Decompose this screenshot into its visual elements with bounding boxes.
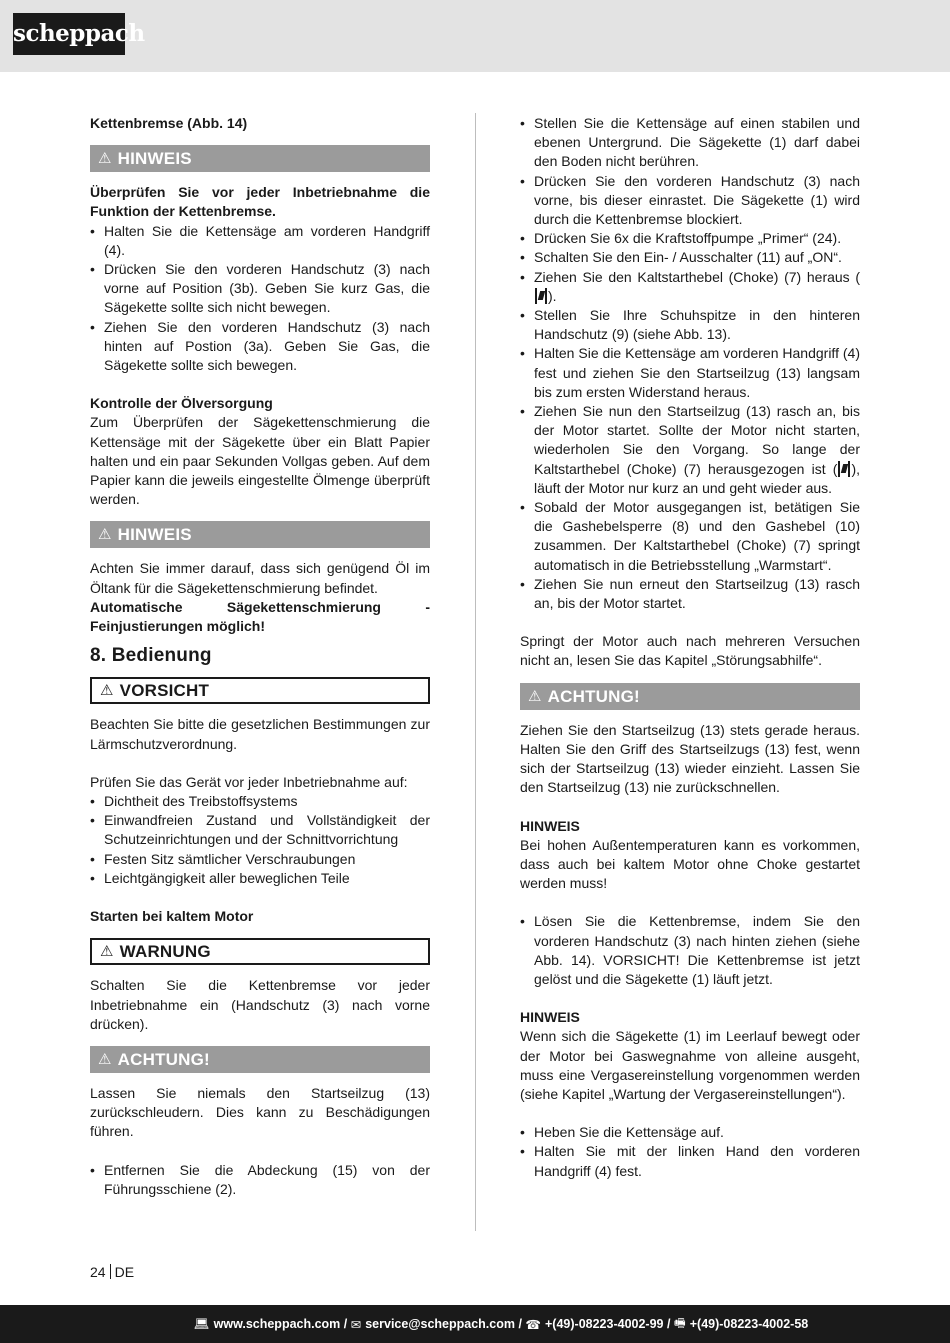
springt-text: Springt der Motor auch nach mehreren Versuchen nicht an, lesen Sie das Kapitel „Störungsabhilfe“.	[520, 633, 860, 669]
list-item: • Stellen Sie die Kettensäge auf einen stabilen und ebenen Untergrund. Die Sägekette (1) darf dabei den Boden nicht berühren.	[520, 114, 860, 172]
list-item: • Ziehen Sie den vorderen Handschutz (3) nach hinten auf Postion (3a). Geben Sie Gas, die Sägekette sollte sich bewegen.	[90, 318, 430, 376]
list-item: • Halten Sie die Kettensäge am vorderen Handgriff (4).	[90, 222, 430, 260]
hinweis-box	[90, 145, 430, 172]
choke-item-end: ).	[548, 287, 557, 304]
list-item: • Drücken Sie den vorderen Handschutz (3) nach vorne auf Position (3b). Geben Sie kurz Gas, die Sägekette sollte sich nicht bewegen.	[90, 260, 430, 318]
hinweis-label: HINWEIS	[117, 149, 192, 169]
fax-icon: 🖷	[673, 1315, 686, 1330]
kalt-heading: Starten bei kaltem Motor	[90, 908, 254, 925]
motor-item-end: ), läuft der Motor nur kurz an und geht wieder aus.	[534, 460, 860, 496]
oel-text: Zum Überprüfen der Sägekettenschmierung die Kettensäge mit der Sägekette über ein Blatt Papier halten und ein paar Sekunden Vollgas geben. Auf dem Papier kann die jeweils eingestellte Ölmenge überprüft werden.	[90, 414, 430, 508]
hinweis-text: Bei hohen Außentemperaturen kann es vorkommen, dass auch bei kaltem Motor ohne Choke gestartet werden muss!	[520, 836, 860, 892]
final-list	[520, 1123, 860, 1181]
list-item: • Halten Sie die Kettensäge am vorderen Handgriff (4) fest und ziehen Sie den Startseilzug (13) langsam bis zum ersten Widerstand heraus.	[520, 344, 860, 402]
scheppach-logo: scheppach	[13, 13, 125, 55]
abdeckung-list	[90, 1161, 430, 1199]
list-item: • Drücken Sie 6x die Kraftstoffpumpe „Primer“ (24).	[520, 229, 860, 248]
hinweis-bold-text: Automatische Sägekettenschmierung - Feinjustierungen möglich!	[90, 598, 430, 635]
hinweis-text: Wenn sich die Sägekette (1) im Leerlauf bewegt oder der Motor bei Gaswegnahme von alleine ausgeht, muss eine Vergasereinstellung vorgenommen werden (siehe Kapitel „Wartung der Vergasereinstellungen“).	[520, 1028, 860, 1102]
warnung-box	[90, 938, 430, 965]
warning-triangle-icon: ⚠	[100, 943, 114, 961]
phone-icon: ☎	[525, 1317, 541, 1332]
warnung-label: WARNUNG	[119, 942, 211, 962]
start-list	[520, 114, 860, 613]
list-item	[520, 268, 860, 306]
hinweis-label: HINWEIS	[117, 525, 192, 545]
hinweis-box	[90, 521, 430, 548]
list-item: • Festen Sitz sämtlicher Verschraubungen	[90, 850, 430, 869]
page-language: DE	[114, 1264, 135, 1280]
list-item: • Einwandfreien Zustand und Vollständigkeit der Schutzeinrichtungen und der Schnittvorrichtung	[90, 811, 430, 849]
achtung-text: Ziehen Sie den Startseilzug (13) stets gerade heraus. Halten Sie den Griff des Startseilzugs (13) fest, wenn sich der Startseilzug (13) wieder einzieht. Lassen Sie den Startseilzug (13) nie zurückschnellen.	[520, 721, 860, 796]
column-divider	[475, 113, 476, 1231]
footer-phone: +(49)-08223-4002-99 /	[545, 1317, 671, 1331]
achtung-box	[90, 1046, 430, 1073]
loesen-list	[520, 912, 860, 989]
achtung-label: ACHTUNG!	[117, 1049, 210, 1069]
achtung-box	[520, 683, 860, 710]
list-item: • Dichtheit des Treibstoffsystems	[90, 792, 430, 811]
motor-item-text: Ziehen Sie nun den Startseilzug (13) rasch an, bis der Motor startet. Sollte der Motor nicht starten, wiederholen Sie den Vorgang. So lange der Kaltstarthebel (Choke) (7) herausgezogen ist (	[534, 403, 860, 477]
achtung-text: Lassen Sie niemals den Startseilzug (13) zurückschleudern. Dies kann zu Beschädigungen führen.	[90, 1084, 430, 1140]
pruefen-intro: Prüfen Sie das Gerät vor jeder Inbetriebnahme auf:	[90, 773, 408, 790]
warning-triangle-icon: ⚠	[528, 687, 542, 705]
list-item: • Sobald der Motor ausgegangen ist, betätigen Sie die Gashebelsperre (8) und den Gashebel (10) zusammen. Der Kaltstarthebel (Choke) (7) springt automatisch in die Betriebsstellung „Warmstart“.	[520, 498, 860, 575]
hinweis-text: Achten Sie immer darauf, dass sich genügend Öl im Öltank für die Sägekettenschmierung befindet.	[90, 560, 430, 596]
choke-icon	[838, 461, 850, 477]
vorsicht-label: VORSICHT	[119, 681, 210, 701]
header-bar	[0, 0, 950, 72]
warning-triangle-icon: ⚠	[100, 682, 114, 700]
warning-triangle-icon: ⚠	[98, 526, 112, 544]
oel-heading: Kontrolle der Ölversorgung	[90, 395, 273, 412]
right-column	[520, 114, 860, 1181]
pruefen-list	[90, 792, 430, 888]
hinweis-heading: HINWEIS	[520, 817, 580, 834]
computer-icon: 💻︎	[193, 1316, 210, 1331]
left-column	[90, 114, 430, 1199]
kettenbremse-heading: Kettenbremse (Abb. 14)	[90, 115, 248, 131]
footer-fax: +(49)-08223-4002-58	[689, 1317, 809, 1331]
list-item: • Stellen Sie Ihre Schuhspitze in den hinteren Handschutz (9) (siehe Abb. 13).	[520, 306, 860, 344]
section-title: 8. Bedienung	[90, 645, 212, 667]
list-item: • Ziehen Sie nun erneut den Startseilzug (13) rasch an, bis der Motor startet.	[520, 575, 860, 613]
warning-triangle-icon: ⚠	[98, 150, 112, 168]
list-item: • Entfernen Sie die Abdeckung (15) von der Führungsschiene (2).	[90, 1161, 430, 1199]
choke-icon	[535, 288, 547, 304]
footer-web: www.scheppach.com /	[213, 1317, 348, 1331]
list-item: • Drücken Sie den vorderen Handschutz (3) nach vorne, bis dieser einrastet. Die Sägekette (1) wird durch die Kettenbremse blockiert.	[520, 172, 860, 230]
vorsicht-text: Beachten Sie bitte die gesetzlichen Bestimmungen zur Lärmschutzverordnung.	[90, 716, 430, 752]
list-item: • Leichtgängigkeit aller beweglichen Teile	[90, 869, 430, 888]
page-number	[90, 1264, 134, 1280]
footer-mail: service@scheppach.com /	[365, 1317, 522, 1331]
hinweis-list	[90, 222, 430, 376]
list-item: • Schalten Sie den Ein- / Ausschalter (11) auf „ON“.	[520, 248, 860, 267]
warning-triangle-icon: ⚠	[98, 1050, 112, 1068]
footer-bar	[0, 1305, 950, 1343]
list-item: • Halten Sie mit der linken Hand den vorderen Handgriff (4) fest.	[520, 1142, 860, 1180]
choke-item-text: Ziehen Sie den Kaltstarthebel (Choke) (7) heraus (	[534, 268, 860, 285]
page-number-value: 24	[90, 1264, 106, 1280]
list-item: • Heben Sie die Kettensäge auf.	[520, 1123, 860, 1142]
achtung-label: ACHTUNG!	[547, 686, 640, 706]
warnung-text: Schalten Sie die Kettenbremse vor jeder Inbetriebnahme ein (Handschutz (3) nach vorne drücken).	[90, 977, 430, 1032]
hinweis-heading: HINWEIS	[520, 1009, 580, 1026]
hinweis-bold-text: Überprüfen Sie vor jeder Inbetriebnahme die Funktion der Kettenbremse.	[90, 184, 430, 220]
list-item: • Lösen Sie die Kettenbremse, indem Sie den vorderen Handschutz (3) nach hinten ziehen (siehe Abb. 14). VORSICHT! Die Kettenbremse ist jetzt gelöst und die Sägekette (1) läuft jetzt.	[520, 912, 860, 989]
page-separator	[110, 1264, 111, 1279]
vorsicht-box	[90, 677, 430, 704]
list-item	[520, 402, 860, 498]
mail-icon: ✉	[350, 1317, 362, 1332]
